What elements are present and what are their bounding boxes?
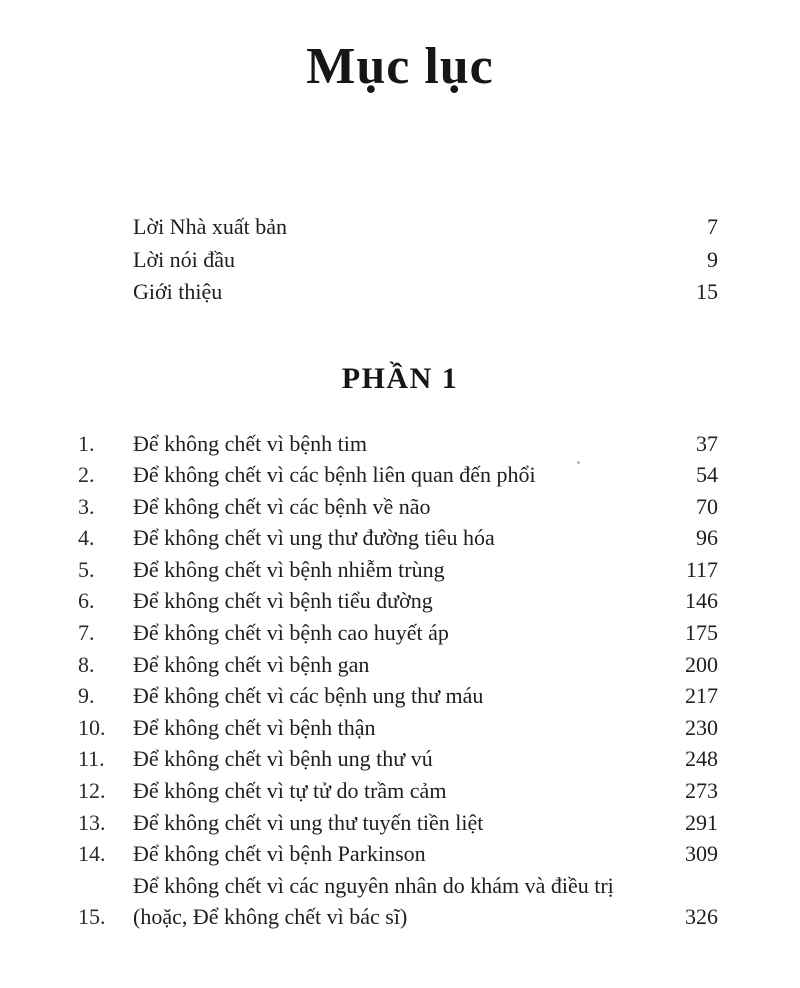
chapter-page-number: 217 [685, 683, 718, 709]
chapter-page-number: 146 [685, 588, 718, 614]
chapter-number: 7. [78, 620, 95, 646]
chapter-title-text: Để không chết vì bệnh thận [133, 714, 376, 740]
chapter-title [133, 743, 662, 775]
front-matter-label: Lời Nhà xuất bản [133, 214, 287, 239]
chapter-row [78, 459, 718, 491]
chapter-number: 4. [78, 525, 95, 551]
chapter-page-number: 54 [696, 462, 718, 488]
chapter-number: 3. [78, 493, 95, 519]
page-title: Mục lục [306, 38, 494, 95]
front-matter-label: Lời nói đầu [133, 246, 236, 272]
chapter-row [78, 554, 718, 586]
chapter-number: 15. [78, 904, 106, 930]
chapter-title [133, 649, 662, 681]
chapter-number: 6. [78, 588, 95, 614]
front-matter-page-number: 7 [707, 214, 718, 239]
chapter-title [133, 680, 662, 712]
chapter-title [133, 428, 662, 460]
chapter-row [78, 617, 718, 649]
chapter-number: 12. [78, 778, 106, 804]
chapter-title-text: Để không chết vì các bệnh về não [133, 493, 431, 519]
chapter-title-text: Để không chết vì bệnh gan [133, 651, 370, 677]
chapter-title [133, 585, 662, 617]
chapter-title-text: Để không chết vì bệnh Parkinson [133, 841, 426, 867]
print-speck-artifact [577, 461, 580, 464]
chapter-title-text: Để không chết vì ung thư tuyến tiền liệt [133, 809, 484, 835]
chapter-title-text: Để không chết vì ung thư đường tiêu hóa [133, 525, 495, 551]
chapter-title-text: Để không chết vì bệnh ung thư vú [133, 746, 433, 772]
chapter-title [133, 617, 662, 649]
chapter-number: 10. [78, 714, 106, 740]
front-matter-row [133, 244, 718, 277]
chapter-number: 13. [78, 809, 106, 835]
chapter-page-number: 96 [696, 525, 718, 551]
chapter-row [78, 491, 718, 523]
chapter-title [133, 522, 662, 554]
front-matter-page-number: 9 [707, 246, 718, 272]
chapter-title [133, 775, 662, 807]
chapter-page-number: 273 [685, 778, 718, 804]
chapter-title-text: Để không chết vì các bệnh liên quan đến phổi [133, 462, 536, 488]
chapter-row [78, 743, 718, 775]
chapter-title [133, 459, 662, 491]
chapter-title [133, 807, 662, 839]
chapter-row [78, 585, 718, 617]
chapter-page-number: 37 [696, 430, 718, 456]
chapter-page-number: 175 [685, 620, 718, 646]
front-matter-page-number: 15 [696, 279, 718, 304]
chapter-row [78, 649, 718, 681]
chapter-list [78, 428, 718, 934]
chapter-title [133, 870, 662, 933]
chapter-title-text: Để không chết vì các bệnh ung thư máu [133, 683, 484, 709]
chapter-title-text: Để không chết vì bệnh tiểu đường [133, 588, 433, 614]
chapter-number: 11. [78, 746, 105, 772]
part-heading: PHẦN 1 [341, 361, 459, 395]
chapter-row [78, 838, 718, 870]
chapter-title-text: Để không chết vì bệnh cao huyết áp [133, 620, 449, 646]
chapter-title-text: Để không chết vì các nguyên nhân do khám và điều trị [133, 872, 614, 898]
front-matter-label: Giới thiệu [133, 279, 223, 304]
front-matter-row [133, 211, 718, 244]
chapter-row [78, 870, 718, 933]
chapter-row [78, 712, 718, 744]
chapter-title [133, 712, 662, 744]
chapter-number: 14. [78, 841, 106, 867]
front-matter-row [133, 276, 718, 309]
chapter-row [78, 428, 718, 460]
front-matter-list [133, 211, 718, 309]
chapter-page-number: 248 [685, 746, 718, 772]
chapter-subtitle-text: (hoặc, Để không chết vì bác sĩ) [133, 904, 408, 930]
chapter-page-number: 309 [685, 841, 718, 867]
chapter-page-number: 230 [685, 714, 718, 740]
chapter-title [133, 554, 662, 586]
chapter-number: 1. [78, 430, 95, 456]
chapter-number: 5. [78, 556, 95, 582]
chapter-page-number: 326 [685, 904, 718, 930]
chapter-title-text: Để không chết vì tự tử do trầm cảm [133, 778, 447, 804]
chapter-page-number: 117 [685, 556, 718, 582]
chapter-page-number: 200 [685, 651, 718, 677]
chapter-row [78, 775, 718, 807]
chapter-page-number: 291 [685, 809, 718, 835]
chapter-title-text: Để không chết vì bệnh nhiễm trùng [133, 556, 445, 582]
chapter-page-number: 70 [696, 493, 718, 519]
chapter-number: 9. [78, 683, 95, 709]
chapter-row [78, 680, 718, 712]
chapter-title-text: Để không chết vì bệnh tim [133, 430, 368, 456]
chapter-number: 2. [78, 462, 95, 488]
chapter-number: 8. [78, 651, 95, 677]
chapter-title [133, 838, 662, 870]
chapter-title [133, 491, 662, 523]
chapter-row [78, 807, 718, 839]
chapter-row [78, 522, 718, 554]
